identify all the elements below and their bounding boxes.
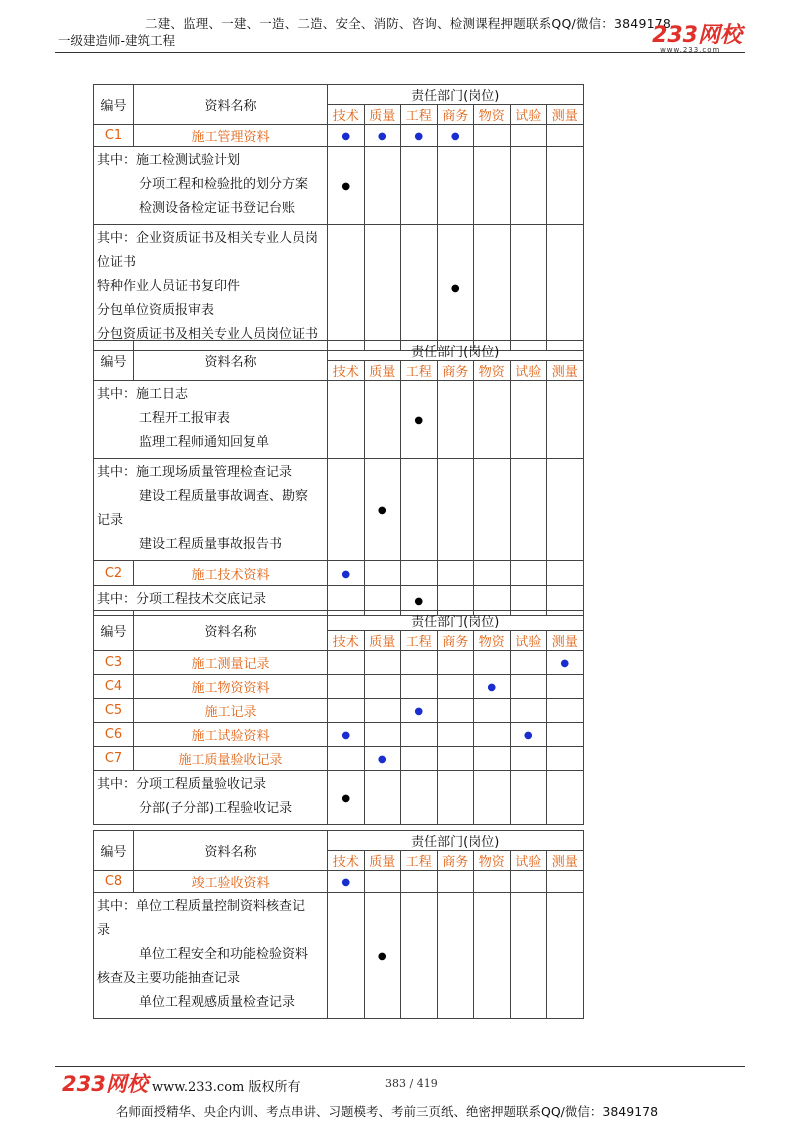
dept-cell — [547, 871, 584, 893]
record-code: C3 — [94, 651, 134, 675]
responsibility-dot — [401, 381, 438, 459]
col-header-dept-group: 责任部门(岗位) — [328, 611, 584, 631]
dept-cell — [364, 699, 401, 723]
record-detail-line: 建设工程质量事故报告书 — [139, 537, 283, 552]
dept-cell — [437, 747, 474, 771]
table-row — [94, 893, 584, 1019]
dept-cell — [401, 771, 438, 825]
responsibility-dot — [328, 147, 365, 225]
dept-cell — [547, 125, 584, 147]
dept-cell — [547, 147, 584, 225]
responsibility-dot — [474, 675, 511, 699]
dept-cell — [510, 747, 547, 771]
record-detail — [94, 225, 328, 351]
dept-cell — [401, 147, 438, 225]
dept-cell — [474, 147, 511, 225]
dept-cell — [474, 771, 511, 825]
dept-cell — [401, 651, 438, 675]
dept-cell — [547, 381, 584, 459]
col-header-dept: 物资 — [474, 851, 511, 871]
responsibility-dot — [364, 747, 401, 771]
dept-cell — [510, 125, 547, 147]
record-title — [134, 675, 328, 699]
record-code: C1 — [94, 125, 134, 147]
col-header-dept: 试验 — [510, 851, 547, 871]
record-detail-line: 监理工程师通知回复单 — [139, 435, 270, 450]
dept-cell — [437, 723, 474, 747]
col-header-dept: 测量 — [547, 851, 584, 871]
record-title-text: 竣工验收资料 — [191, 876, 270, 891]
dept-cell — [328, 459, 365, 561]
dept-cell — [364, 871, 401, 893]
record-title — [134, 125, 328, 147]
dept-cell — [547, 699, 584, 723]
dept-cell — [547, 459, 584, 561]
record-title-text: 施工物资资料 — [191, 681, 270, 696]
footer-divider — [55, 1066, 745, 1067]
record-title — [134, 651, 328, 675]
dept-cell — [474, 871, 511, 893]
col-header-dept: 质量 — [364, 851, 401, 871]
table-row — [94, 747, 584, 771]
record-title-text: 施工技术资料 — [191, 567, 270, 583]
table-row — [94, 225, 584, 351]
dept-cell — [510, 381, 547, 459]
dept-cell — [437, 381, 474, 459]
table-header-row — [94, 831, 584, 851]
col-header-dept: 商务 — [437, 631, 474, 651]
dept-cell — [510, 675, 547, 699]
dept-cell — [328, 893, 365, 1019]
header-subject: 一级建造师-建筑工程 — [58, 33, 176, 48]
responsibility-dot — [364, 125, 401, 147]
col-header-dept: 技术 — [328, 105, 365, 125]
dept-cell — [328, 225, 365, 351]
col-header-dept: 工程 — [401, 631, 438, 651]
dept-cell — [437, 699, 474, 723]
col-header-dept: 试验 — [510, 631, 547, 651]
dept-cell — [437, 561, 474, 586]
dept-cell — [328, 747, 365, 771]
dept-cell — [474, 459, 511, 561]
table-row — [94, 871, 584, 893]
record-table-1 — [93, 84, 584, 351]
table-row — [94, 723, 584, 747]
col-header-name: 资料名称 — [134, 85, 328, 125]
col-header-dept: 质量 — [364, 105, 401, 125]
record-detail-line: 核查及主要功能抽查记录 — [97, 971, 241, 986]
dept-cell — [510, 561, 547, 586]
header-ad-line: 二建、监理、一建、一造、二造、安全、消防、咨询、检测课程押题联系QQ/微信：3849178 — [145, 16, 672, 31]
responsibility-dot — [401, 699, 438, 723]
responsibility-dot — [364, 893, 401, 1019]
record-code: C6 — [94, 723, 134, 747]
record-title — [134, 871, 328, 893]
dept-cell — [437, 459, 474, 561]
record-detail — [94, 147, 328, 225]
header-logo-url: www.233.com — [660, 46, 721, 54]
col-header-dept: 技术 — [328, 631, 365, 651]
record-detail-line: 录 — [97, 923, 111, 938]
col-header-dept: 物资 — [474, 631, 511, 651]
record-table-2 — [93, 340, 584, 616]
dept-cell — [401, 871, 438, 893]
col-header-dept: 试验 — [510, 105, 547, 125]
dept-cell — [364, 225, 401, 351]
record-detail-line: 单位工程安全和功能检验资料 — [139, 947, 309, 962]
dept-cell — [474, 381, 511, 459]
col-header-name: 资料名称 — [134, 611, 328, 651]
record-table-3 — [93, 610, 584, 825]
col-header-id: 编号 — [94, 341, 134, 381]
footer-site[interactable]: www.233.com 版权所有 — [152, 1080, 301, 1095]
responsibility-dot — [510, 723, 547, 747]
col-header-dept: 试验 — [510, 361, 547, 381]
record-detail-line: 其中：分项工程技术交底记录 — [97, 592, 267, 607]
dept-cell — [547, 561, 584, 586]
dept-cell — [364, 381, 401, 459]
dept-cell — [364, 651, 401, 675]
table-row — [94, 699, 584, 723]
responsibility-dot — [328, 871, 365, 893]
dept-cell — [401, 459, 438, 561]
record-detail-line: 位证书 — [97, 255, 137, 270]
dept-cell — [510, 893, 547, 1019]
col-header-dept: 商务 — [437, 105, 474, 125]
col-header-dept: 商务 — [437, 361, 474, 381]
dept-cell — [437, 771, 474, 825]
dept-cell — [437, 675, 474, 699]
col-header-dept: 物资 — [474, 361, 511, 381]
record-code: C2 — [94, 561, 134, 586]
table-row — [94, 147, 584, 225]
dept-cell — [547, 771, 584, 825]
dept-cell — [401, 747, 438, 771]
dept-cell — [510, 225, 547, 351]
record-code: C7 — [94, 747, 134, 771]
record-detail — [94, 459, 328, 561]
dept-cell — [474, 747, 511, 771]
responsibility-dot — [364, 459, 401, 561]
dept-cell — [364, 561, 401, 586]
record-detail-line: 其中：施工检测试验计划 — [97, 153, 241, 168]
table-row — [94, 651, 584, 675]
col-header-dept: 测量 — [547, 631, 584, 651]
col-header-dept: 技术 — [328, 851, 365, 871]
col-header-dept: 商务 — [437, 851, 474, 871]
record-detail-line: 分包单位资质报审表 — [97, 303, 215, 318]
record-title — [134, 747, 328, 771]
record-title — [134, 699, 328, 723]
dept-cell — [510, 651, 547, 675]
col-header-dept: 工程 — [401, 361, 438, 381]
dept-cell — [437, 147, 474, 225]
footer-logo[interactable]: 233网校 — [62, 1072, 148, 1096]
dept-cell — [328, 651, 365, 675]
dept-cell — [474, 125, 511, 147]
responsibility-dot — [437, 225, 474, 351]
record-detail-line: 分包资质证书及相关专业人员岗位证书 — [97, 327, 319, 342]
record-title — [134, 723, 328, 747]
dept-cell — [328, 699, 365, 723]
dept-cell — [547, 747, 584, 771]
record-table-4 — [93, 830, 584, 1019]
dept-cell — [510, 871, 547, 893]
responsibility-dot — [328, 561, 365, 586]
col-header-dept: 测量 — [547, 105, 584, 125]
dept-cell — [437, 651, 474, 675]
header-divider — [55, 52, 745, 53]
record-detail-line: 特种作业人员证书复印件 — [97, 279, 241, 294]
dept-cell — [474, 225, 511, 351]
dept-cell — [364, 675, 401, 699]
record-detail-line: 其中：施工现场质量管理检查记录 — [97, 465, 293, 480]
dept-cell — [401, 675, 438, 699]
col-header-dept: 质量 — [364, 631, 401, 651]
col-header-dept: 工程 — [401, 851, 438, 871]
col-header-name: 资料名称 — [134, 831, 328, 871]
table-row — [94, 125, 584, 147]
col-header-dept-group: 责任部门(岗位) — [328, 85, 584, 105]
record-detail — [94, 771, 328, 825]
table-row — [94, 771, 584, 825]
record-detail-line: 其中：施工日志 — [97, 387, 189, 402]
dept-cell — [437, 871, 474, 893]
record-detail-line: 分项工程和检验批的划分方案 — [139, 177, 309, 192]
dept-cell — [547, 893, 584, 1019]
record-detail-line: 其中：企业资质证书及相关专业人员岗 — [97, 231, 319, 246]
record-code: C4 — [94, 675, 134, 699]
record-detail-line: 分部(子分部)工程验收记录 — [139, 801, 293, 816]
table-row — [94, 381, 584, 459]
dept-cell — [510, 699, 547, 723]
responsibility-dot — [547, 651, 584, 675]
dept-cell — [474, 651, 511, 675]
table-row — [94, 561, 584, 586]
record-title — [134, 561, 328, 586]
dept-cell — [401, 723, 438, 747]
table-row — [94, 675, 584, 699]
record-detail — [94, 893, 328, 1019]
dept-cell — [364, 771, 401, 825]
record-detail-line: 单位工程观感质量检查记录 — [139, 995, 296, 1010]
dept-cell — [510, 147, 547, 225]
col-header-id: 编号 — [94, 611, 134, 651]
responsibility-dot — [437, 125, 474, 147]
dept-cell — [364, 147, 401, 225]
col-header-dept: 质量 — [364, 361, 401, 381]
table-header-row — [94, 611, 584, 631]
header-logo[interactable] — [652, 18, 742, 54]
footer-ad-line: 名师面授精华、央企内训、考点串讲、习题模考、考前三页纸、绝密押题联系QQ/微信：3849178 — [116, 1104, 659, 1119]
dept-cell — [474, 723, 511, 747]
record-title-text: 施工测量记录 — [191, 657, 270, 672]
dept-cell — [510, 459, 547, 561]
col-header-name: 资料名称 — [134, 341, 328, 381]
dept-cell — [547, 675, 584, 699]
col-header-id: 编号 — [94, 831, 134, 871]
table-header-row — [94, 341, 584, 361]
dept-cell — [401, 893, 438, 1019]
col-header-dept: 测量 — [547, 361, 584, 381]
header-logo-text: 233网校 — [652, 23, 742, 48]
record-title-text: 施工记录 — [204, 705, 257, 720]
col-header-dept-group: 责任部门(岗位) — [328, 341, 584, 361]
record-title-text: 施工管理资料 — [191, 130, 270, 145]
record-detail-line: 其中：分项工程质量验收记录 — [97, 777, 267, 792]
table-row — [94, 459, 584, 561]
dept-cell — [401, 225, 438, 351]
dept-cell — [328, 381, 365, 459]
record-detail-line: 记录 — [97, 513, 124, 528]
record-detail-line: 其中：单位工程质量控制资料核查记 — [97, 899, 306, 914]
dept-cell — [401, 561, 438, 586]
dept-cell — [474, 699, 511, 723]
dept-cell — [474, 561, 511, 586]
responsibility-dot — [401, 125, 438, 147]
col-header-dept-group: 责任部门(岗位) — [328, 831, 584, 851]
record-detail-line: 建设工程质量事故调查、勘察 — [139, 489, 309, 504]
page-number: 383 / 419 — [385, 1077, 438, 1090]
record-detail-line: 工程开工报审表 — [139, 411, 231, 426]
record-detail — [94, 381, 328, 459]
dept-cell — [547, 723, 584, 747]
responsibility-dot — [328, 125, 365, 147]
dept-cell — [328, 675, 365, 699]
col-header-id: 编号 — [94, 85, 134, 125]
col-header-dept: 工程 — [401, 105, 438, 125]
col-header-dept: 物资 — [474, 105, 511, 125]
responsibility-dot — [328, 723, 365, 747]
record-title-text: 施工质量验收记录 — [178, 753, 283, 768]
dept-cell — [547, 225, 584, 351]
responsibility-dot — [328, 771, 365, 825]
record-title-text: 施工试验资料 — [191, 729, 270, 744]
table-header-row — [94, 85, 584, 105]
dept-cell — [510, 771, 547, 825]
dept-cell — [364, 723, 401, 747]
record-code: C8 — [94, 871, 134, 893]
record-detail-line: 检测设备检定证书登记台账 — [139, 201, 296, 216]
dept-cell — [474, 893, 511, 1019]
record-code: C5 — [94, 699, 134, 723]
col-header-dept: 技术 — [328, 361, 365, 381]
dept-cell — [437, 893, 474, 1019]
